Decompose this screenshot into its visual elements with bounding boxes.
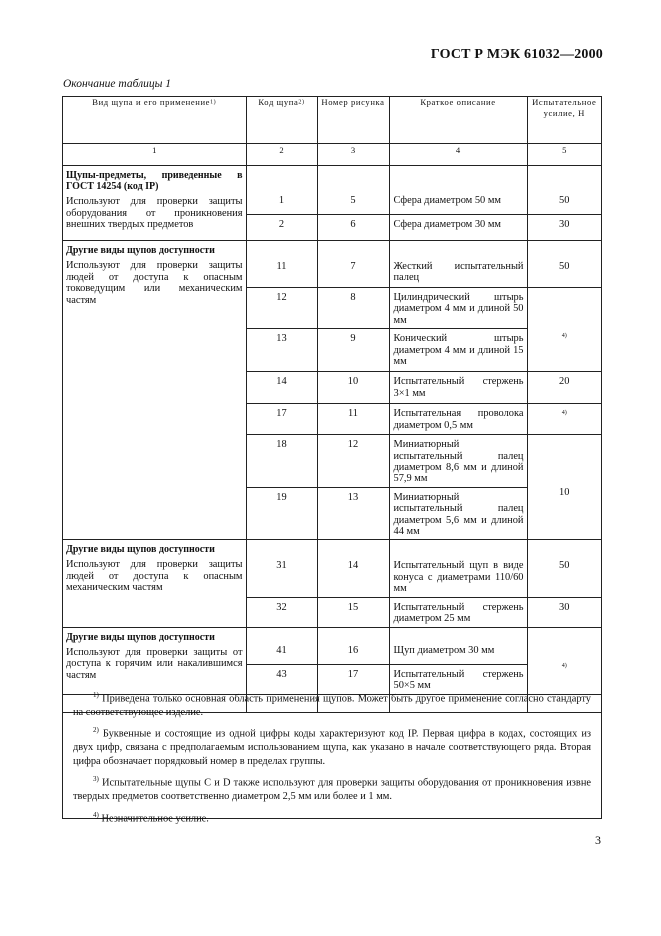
probe-description: Цилиндрический штырь диаметром 4 мм и длиной 50 мм [389, 288, 527, 329]
probe-description: Щуп диаметром 30 мм [389, 627, 527, 664]
group-cell [63, 627, 246, 694]
group-description: Используют для проверки защиты людей от доступа к опасным токоведущим или механическим частям [66, 260, 243, 306]
test-force: 20 [527, 372, 601, 404]
figure-number: 11 [317, 404, 389, 435]
group-cell [63, 241, 246, 540]
group-description: Используют для проверки защиты людей от доступа к опасным механическим частям [66, 559, 243, 594]
probe-code: 12 [246, 288, 317, 329]
probe-code: 14 [246, 372, 317, 404]
figure-number: 12 [317, 435, 389, 488]
probe-code: 41 [246, 627, 317, 664]
probe-description: Конический штырь диаметром 4 мм и длиной 15 мм [389, 329, 527, 372]
col-number: 4 [389, 144, 527, 166]
table-row [63, 540, 601, 597]
group-title: Другие виды щупов доступности [66, 544, 215, 556]
probe-description: Миниатюрный испытательный палец диаметром 5,6 мм и длиной 44 мм [389, 487, 527, 540]
table-row [63, 241, 601, 288]
group-cell [63, 166, 246, 241]
table-caption: Окончание таблицы 1 [63, 78, 171, 90]
probe-table [63, 97, 601, 713]
probe-code: 1 [246, 166, 317, 215]
test-force: 30 [527, 597, 601, 627]
probe-description: Сфера диаметром 50 мм [389, 166, 527, 215]
group-title: Другие виды щупов доступности [66, 245, 215, 256]
probe-code: 43 [246, 664, 317, 694]
figure-number: 9 [317, 329, 389, 372]
col-number: 1 [63, 144, 246, 166]
group-description: Используют для проверки защиты оборудования от проникновения внешних твердых предметов [66, 196, 243, 230]
probe-description: Сфера диаметром 30 мм [389, 215, 527, 241]
col-header-force: Испытательное усилие, Н [527, 97, 601, 144]
probe-code: 11 [246, 241, 317, 288]
probe-description: Испытательный щуп в виде конуса с диаметрами 110/60 мм [389, 540, 527, 597]
figure-number: 10 [317, 372, 389, 404]
page-number: 3 [595, 833, 601, 847]
table-frame [62, 96, 602, 825]
probe-description: Испытательный стержень 3×1 мм [389, 372, 527, 404]
test-force: 30 [527, 215, 601, 241]
table-row [63, 627, 601, 664]
probe-description: Испытательный стержень диаметром 25 мм [389, 597, 527, 627]
col-number: 3 [317, 144, 389, 166]
footnote: $^{4)}$ Незначительное усилие. [93, 810, 209, 825]
probe-code: 32 [246, 597, 317, 627]
footnotes [63, 689, 601, 831]
figure-number: 17 [317, 664, 389, 694]
probe-description: Жесткий испытательный палец [389, 241, 527, 288]
table-row [63, 166, 601, 215]
test-force: 50 [527, 540, 601, 597]
probe-description: Испытательный стержень 50×5 мм [389, 664, 527, 694]
footnote: $^{2)}$ Буквенные и состоящие из одной цифры коды характеризуют код IP. Первая цифра в кодах, состоящих из двух цифр, связана с предполагаемым использованием щупа, как указано в начале соответствующего ряда. Вторая цифра обозначает порядковый номер в пределах группы. [73, 726, 591, 767]
test-force: 4) [527, 288, 601, 372]
table-header-row [63, 97, 601, 144]
probe-code: 2 [246, 215, 317, 241]
group-cell [63, 540, 246, 627]
footnote: $^{3)}$ Испытательные щупы C и D также используют для проверки защиты оборудования от проникновения извне твердых предметов соответственно диаметром 2,5 мм или более и 1 мм. [73, 775, 591, 803]
test-force: 10 [527, 435, 601, 540]
col-number: 2 [246, 144, 317, 166]
figure-number: 16 [317, 627, 389, 664]
figure-number: 6 [317, 215, 389, 241]
test-force: 50 [527, 166, 601, 215]
col-header-figure: Номер рисунка [317, 97, 389, 144]
figure-number: 14 [317, 540, 389, 597]
probe-description: Миниатюрный испытательный палец диаметром 8,6 мм и длиной 57,9 мм [389, 435, 527, 488]
figure-number: 15 [317, 597, 389, 627]
figure-number: 5 [317, 166, 389, 215]
test-force: 50 [527, 241, 601, 288]
col-number: 5 [527, 144, 601, 166]
test-force: 4) [527, 627, 601, 694]
group-title: Щупы-предметы, приведенные в ГОСТ 14254 (код IP) [66, 170, 243, 192]
test-force: 4) [527, 404, 601, 435]
probe-code: 17 [246, 404, 317, 435]
probe-description: Испытательная проволока диаметром 0,5 мм [389, 404, 527, 435]
group-description: Используют для проверки защиты от доступа к горячим или накалившимся частям [66, 646, 243, 681]
standard-header: ГОСТ Р МЭК 61032—2000 [430, 47, 603, 62]
figure-number: 8 [317, 288, 389, 329]
column-number-row [63, 144, 601, 166]
figure-number: 7 [317, 241, 389, 288]
probe-code: 18 [246, 435, 317, 488]
probe-code: 13 [246, 329, 317, 372]
probe-code: 31 [246, 540, 317, 597]
col-header-code: Код щупа2) [246, 97, 317, 144]
col-header-description: Краткое описание [389, 97, 527, 144]
probe-code: 19 [246, 487, 317, 540]
figure-number: 13 [317, 487, 389, 540]
col-header-type: Вид щупа и его применение1) [63, 97, 246, 144]
footnote: $^{1)}$ Приведена только основная область применения щупов. Может быть другое применение согласно стандарту на соответствующее изделие. [73, 691, 591, 718]
group-title: Другие виды щупов доступности [66, 631, 215, 643]
